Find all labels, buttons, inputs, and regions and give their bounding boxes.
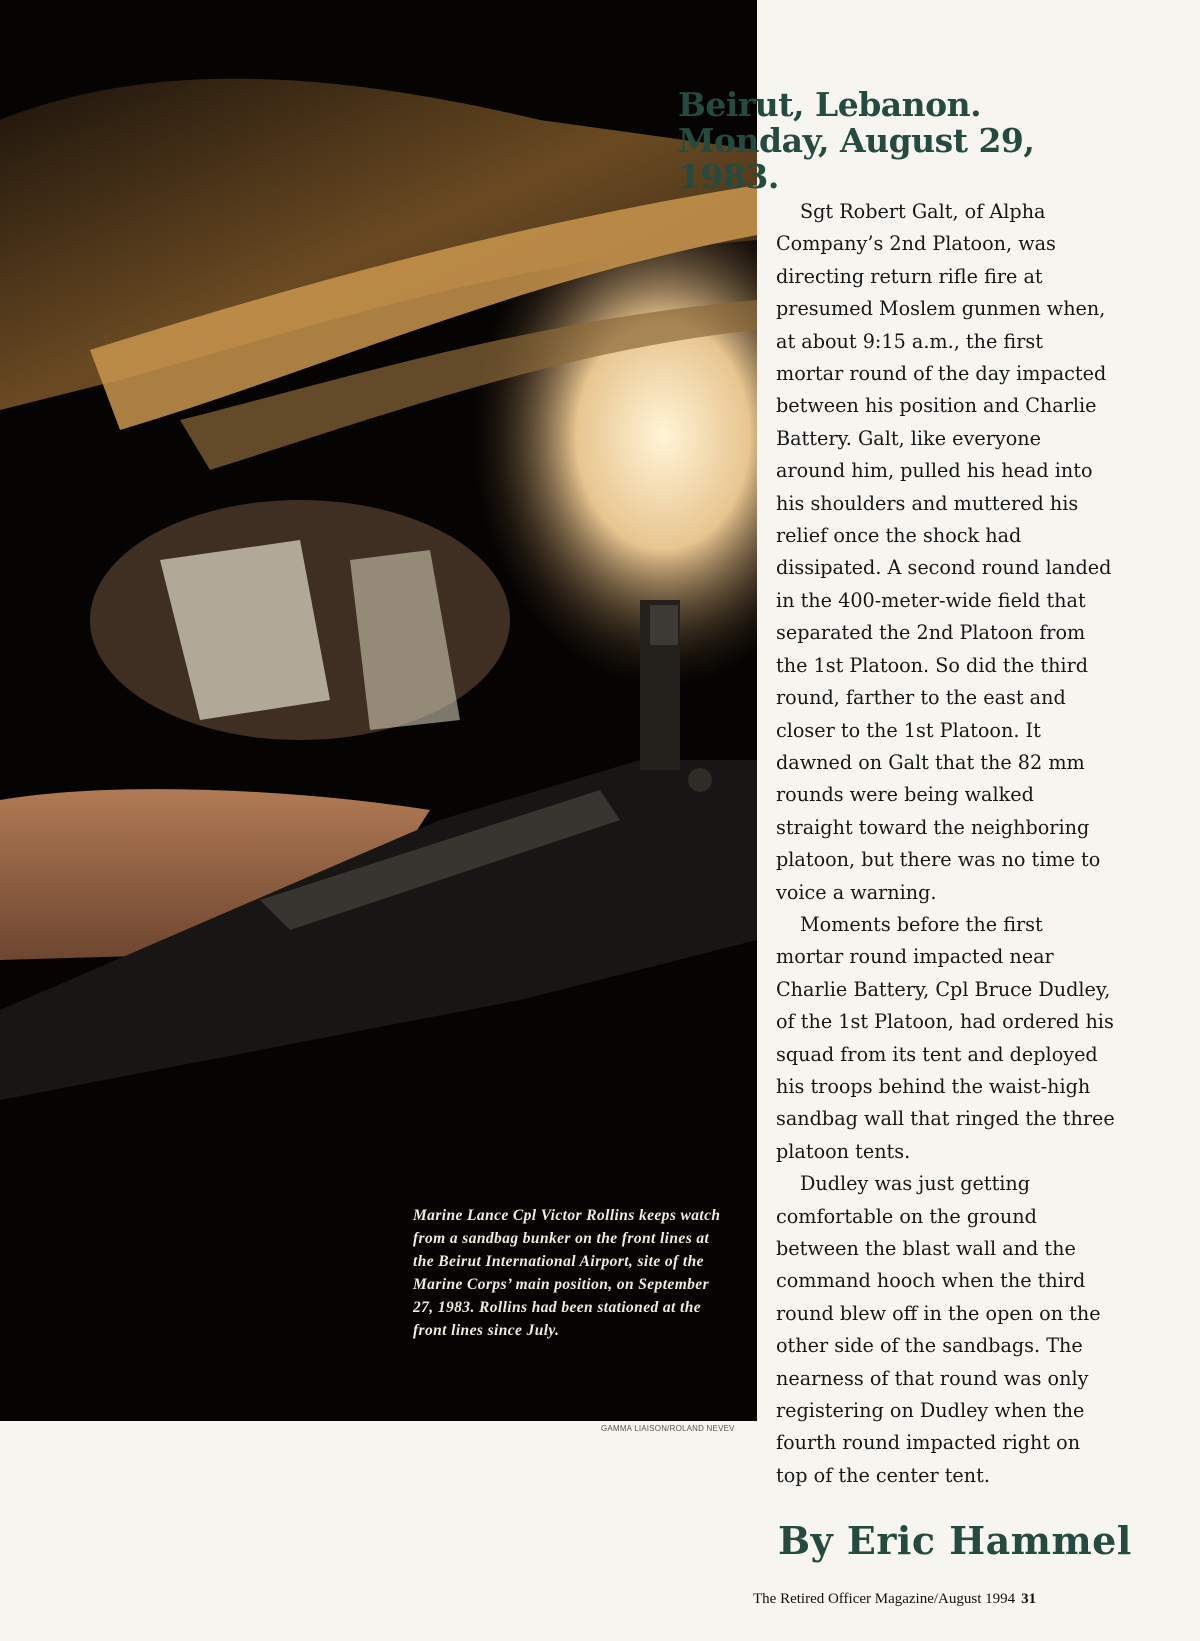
article-paragraph: Moments before the first mortar round impacted near Charlie Battery, Cpl Bruce Dudley, of the 1st Platoon, had ordered his squad from its tent and deployed his troops behind the waist-high sandbag wall that ringed the three platoon tents. xyxy=(776,912,1115,1163)
photo-credit: GAMMA LIAISON/ROLAND NEVEV xyxy=(601,1424,735,1433)
photo-caption: Marine Lance Cpl Victor Rollins keeps watch from a sandbag bunker on the front lines at the Beirut International Airport, site of the Marine Corps’ main position, on September 27, 1983. Rollins had been stationed at the front lines since July. xyxy=(413,1207,721,1339)
dateline-heading: Beirut, Lebanon. Monday, August 29, 1983. xyxy=(678,85,1035,196)
article-paragraph: Dudley was just getting comfortable on the ground between the blast wall and the command hooch when the third round blew off in the open on the other side of the sandbags. The nearness of that round was only registering on Dudley when the fourth round impacted right on top of the center tent. xyxy=(776,1172,1101,1487)
article-body xyxy=(776,196,1116,1492)
byline: By Eric Hammel xyxy=(778,1518,1132,1563)
page-footer xyxy=(753,1591,1036,1608)
page-number: 31 xyxy=(1021,1591,1037,1607)
article-paragraph: Sgt Robert Galt, of Alpha Company’s 2nd Platoon, was directing return rifle fire at presumed Moslem gunmen when, at about 9:15 a.m., the first mortar round of the day impacted between his position and Charlie Battery. Galt, like everyone around him, pulled his head into his shoulders and muttered his relief once the shock had dissipated. A second round landed in the 400-meter-wide field that separated the 2nd Platoon from the 1st Platoon. So did the third round, farther to the east and closer to the 1st Platoon. It dawned on Galt that the 82 mm rounds were being walked straight toward the neighboring platoon, but there was no time to voice a warning. xyxy=(776,200,1112,904)
publication-name: The Retired Officer Magazine/August 1994 xyxy=(753,1591,1016,1607)
